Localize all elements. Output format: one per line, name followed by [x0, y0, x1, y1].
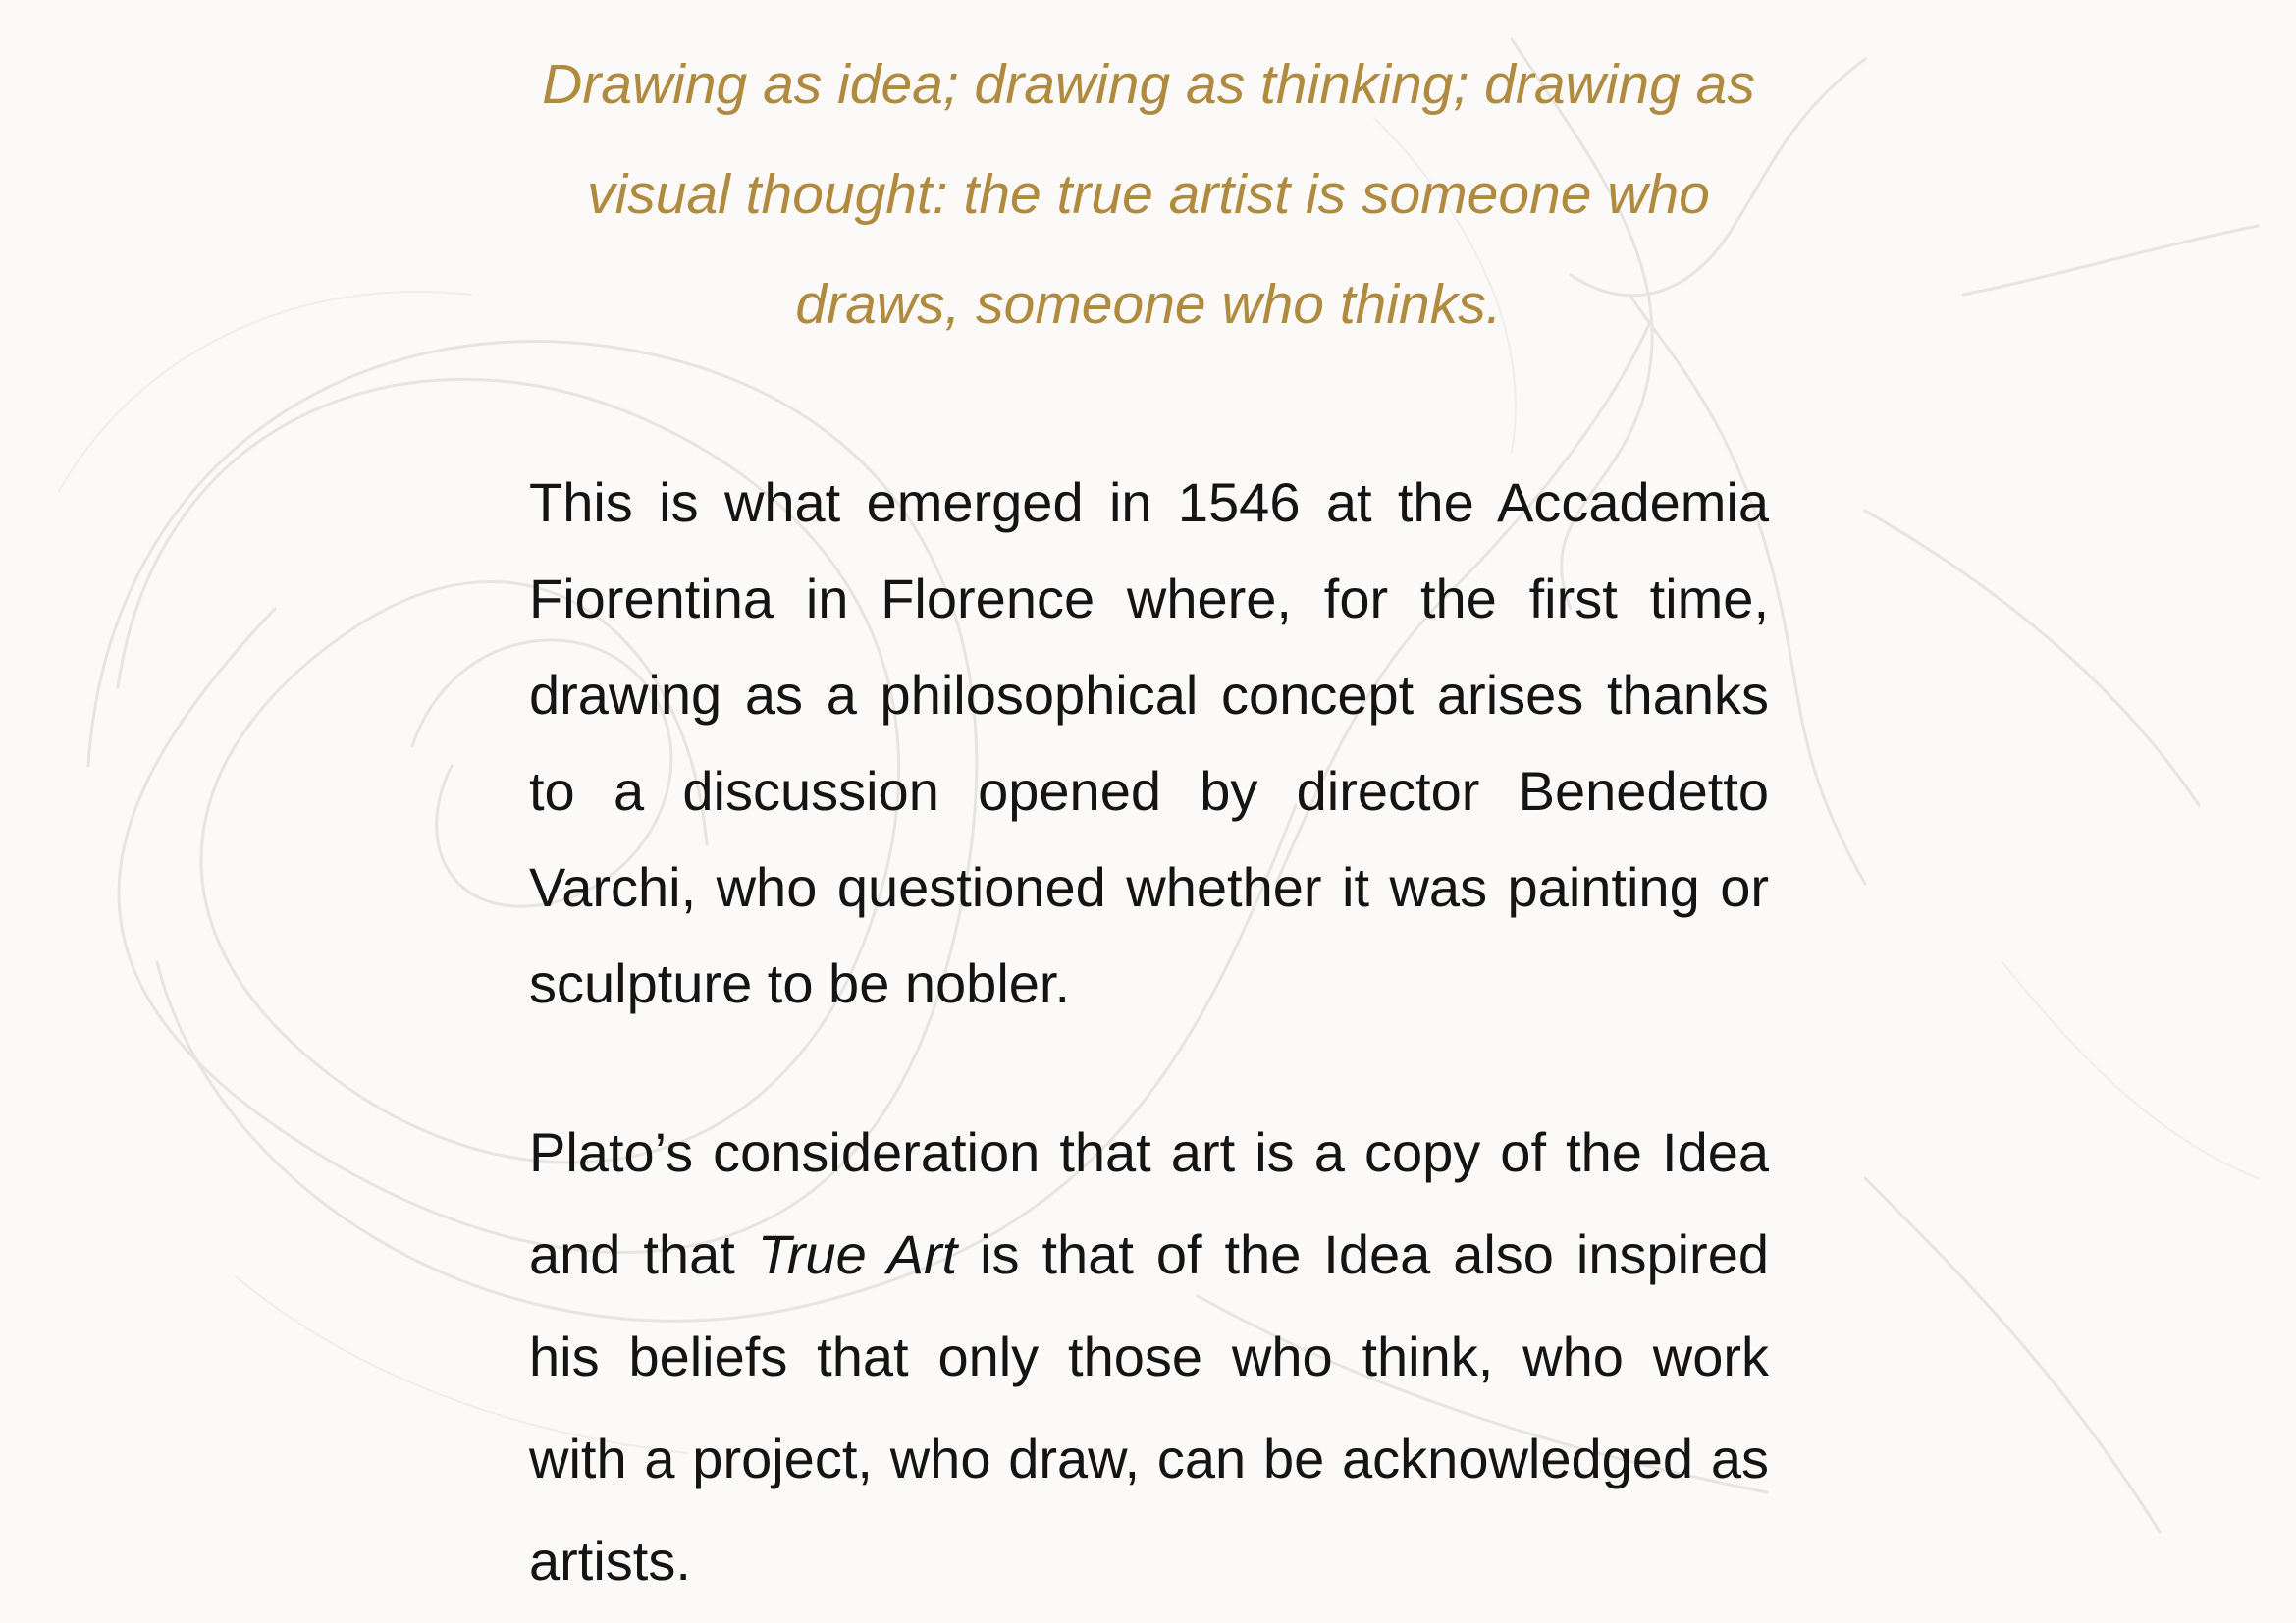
body-paragraph-1: This is what emerged in 1546 at the Accademia Fiorentina in Florence where, for the first time, drawing as a philosophical concept arises thanks to a discussion opened by director Benedetto Varchi, who questioned whether it was painting or sculpture to be nobler.: [529, 471, 1769, 1014]
paragraph-2-text-end: is that of the Idea also inspired his beliefs that only those who think, who work with a project, who draw, can be acknowledged as artists.: [529, 1223, 1769, 1592]
pull-quote: Drawing as idea; drawing as thinking; drawing as visual thought: the true artist is someone who draws, someone who thinks.: [542, 53, 1755, 336]
paragraph-2-text-start: Plato’s consideration that art is a copy of the Idea and that: [529, 1121, 1769, 1285]
emphasized-term: True Art: [757, 1223, 958, 1285]
body-paragraph-2: [529, 1102, 1769, 1612]
